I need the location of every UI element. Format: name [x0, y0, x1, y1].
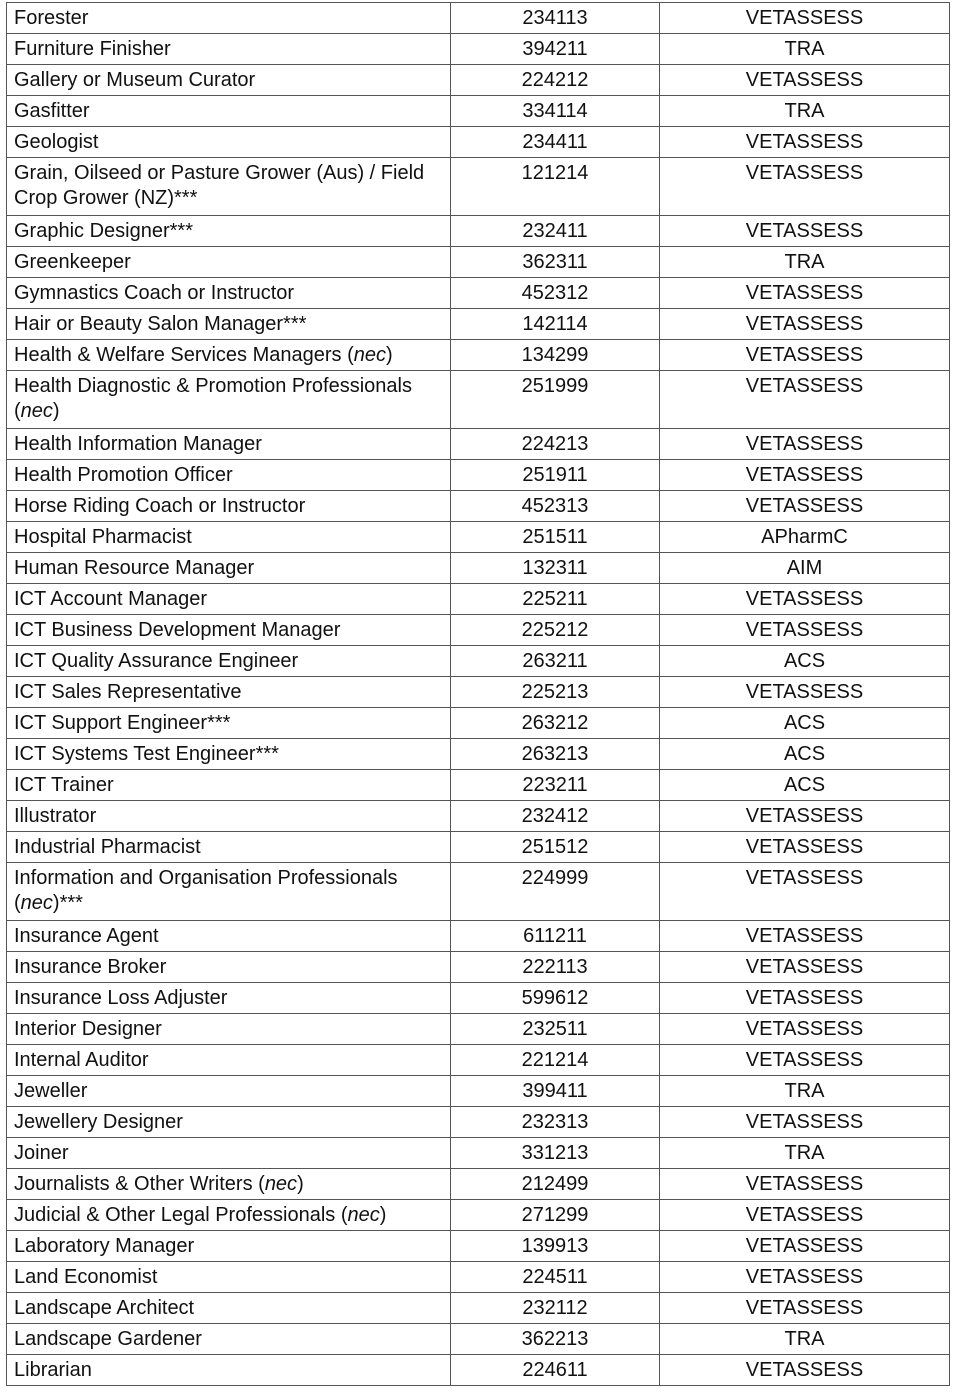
occupation-name: Laboratory Manager	[14, 1235, 195, 1257]
occupation-name: Journalists & Other Writers	[14, 1173, 259, 1195]
occupation-name-cell	[7, 522, 451, 553]
anzsco-code-cell: 225212	[451, 615, 660, 646]
table-row	[7, 863, 950, 921]
occupation-name: Health Diagnostic & Promotion Professionals	[14, 375, 412, 397]
table-row	[7, 429, 950, 460]
occupation-name: Land Economist	[14, 1266, 158, 1288]
occupation-name-cell	[7, 553, 451, 584]
assessing-authority-cell: VETASSESS	[660, 429, 950, 460]
assessing-authority-cell: VETASSESS	[660, 278, 950, 309]
assessing-authority-cell: VETASSESS	[660, 1107, 950, 1138]
occupation-name-cell	[7, 1293, 451, 1324]
table-row	[7, 1169, 950, 1200]
occupation-name-cell	[7, 278, 451, 309]
anzsco-code-cell: 232313	[451, 1107, 660, 1138]
anzsco-code-cell: 212499	[451, 1169, 660, 1200]
anzsco-code-cell: 334114	[451, 96, 660, 127]
anzsco-code-cell: 232412	[451, 801, 660, 832]
occupation-name-cell	[7, 1076, 451, 1107]
anzsco-code-cell: 263213	[451, 739, 660, 770]
occupation-name: Forester	[14, 7, 89, 29]
table-row	[7, 460, 950, 491]
anzsco-code-cell: 223211	[451, 770, 660, 801]
anzsco-code-cell: 251999	[451, 371, 660, 429]
occupation-name-cell	[7, 1355, 451, 1386]
assessing-authority-cell: VETASSESS	[660, 1262, 950, 1293]
occupation-name-cell	[7, 921, 451, 952]
occupation-name-cell	[7, 1200, 451, 1231]
occupation-name: Greenkeeper	[14, 251, 131, 273]
table-row	[7, 1324, 950, 1355]
anzsco-code-cell: 222113	[451, 952, 660, 983]
table-row	[7, 1014, 950, 1045]
table-row	[7, 584, 950, 615]
occupation-name: Health Promotion Officer	[14, 464, 233, 486]
anzsco-code-cell: 142114	[451, 309, 660, 340]
table-row	[7, 983, 950, 1014]
occupation-name: Hair or Beauty Salon Manager***	[14, 313, 307, 335]
occupation-name-suffix: ***	[59, 892, 83, 914]
anzsco-code-cell: 225213	[451, 677, 660, 708]
assessing-authority-cell: TRA	[660, 34, 950, 65]
anzsco-code-cell: 224999	[451, 863, 660, 921]
occupation-name-qualifier: nec	[353, 344, 387, 366]
table-row	[7, 921, 950, 952]
table-row	[7, 952, 950, 983]
occupation-name: ICT Business Development Manager	[14, 619, 341, 641]
occupation-table	[6, 2, 950, 1386]
table-row	[7, 3, 950, 34]
occupation-name: ICT Trainer	[14, 774, 114, 796]
table-row	[7, 1107, 950, 1138]
occupation-name: Human Resource Manager	[14, 557, 255, 579]
occupation-name-cell	[7, 584, 451, 615]
table-row	[7, 34, 950, 65]
occupation-name-cell	[7, 96, 451, 127]
assessing-authority-cell: TRA	[660, 1138, 950, 1169]
occupation-name: Hospital Pharmacist	[14, 526, 192, 548]
anzsco-code-cell: 232112	[451, 1293, 660, 1324]
occupation-name-cell	[7, 1169, 451, 1200]
table-row	[7, 309, 950, 340]
occupation-name-cell	[7, 491, 451, 522]
occupation-name: Landscape Gardener	[14, 1328, 202, 1350]
table-row	[7, 1355, 950, 1386]
assessing-authority-cell: VETASSESS	[660, 1169, 950, 1200]
table-row	[7, 677, 950, 708]
assessing-authority-cell: VETASSESS	[660, 127, 950, 158]
assessing-authority-cell: VETASSESS	[660, 952, 950, 983]
anzsco-code-cell: 452312	[451, 278, 660, 309]
assessing-authority-cell: ACS	[660, 708, 950, 739]
anzsco-code-cell: 224212	[451, 65, 660, 96]
anzsco-code-cell: 362213	[451, 1324, 660, 1355]
occupation-name: Graphic Designer***	[14, 220, 193, 242]
occupation-name: Librarian	[14, 1359, 92, 1381]
table-body	[7, 3, 950, 1386]
anzsco-code-cell: 251911	[451, 460, 660, 491]
assessing-authority-cell: VETASSESS	[660, 158, 950, 216]
occupation-name-cell	[7, 247, 451, 278]
table-row	[7, 801, 950, 832]
assessing-authority-cell: AIM	[660, 553, 950, 584]
table-row	[7, 832, 950, 863]
occupation-name: ICT Sales Representative	[14, 681, 242, 703]
anzsco-code-cell: 331213	[451, 1138, 660, 1169]
occupation-name-cell	[7, 863, 451, 921]
anzsco-code-cell: 251512	[451, 832, 660, 863]
occupation-name-cell	[7, 983, 451, 1014]
table-row	[7, 1138, 950, 1169]
occupation-name-cell	[7, 708, 451, 739]
assessing-authority-cell: VETASSESS	[660, 677, 950, 708]
table-row	[7, 1200, 950, 1231]
occupation-name: Jeweller	[14, 1080, 88, 1102]
anzsco-code-cell: 251511	[451, 522, 660, 553]
occupation-name-cell	[7, 1138, 451, 1169]
table-row	[7, 553, 950, 584]
occupation-name-cell	[7, 309, 451, 340]
table-row	[7, 247, 950, 278]
occupation-name: ICT Account Manager	[14, 588, 208, 610]
anzsco-code-cell: 611211	[451, 921, 660, 952]
assessing-authority-cell: TRA	[660, 96, 950, 127]
paren-open: (	[340, 1204, 348, 1226]
table-row	[7, 1076, 950, 1107]
table-row	[7, 646, 950, 677]
assessing-authority-cell: ACS	[660, 770, 950, 801]
occupation-name-cell	[7, 3, 451, 34]
occupation-name: ICT Support Engineer***	[14, 712, 231, 734]
paren-close: )	[386, 344, 393, 366]
occupation-name-cell	[7, 460, 451, 491]
paren-open: (	[14, 400, 21, 422]
paren-open: (	[14, 892, 21, 914]
assessing-authority-cell: VETASSESS	[660, 1014, 950, 1045]
anzsco-code-cell: 271299	[451, 1200, 660, 1231]
assessing-authority-cell: VETASSESS	[660, 1231, 950, 1262]
occupation-name-qualifier: nec	[264, 1173, 298, 1195]
anzsco-code-cell: 599612	[451, 983, 660, 1014]
paren-open: (	[258, 1173, 265, 1195]
occupation-name: Health & Welfare Services Managers	[14, 344, 348, 366]
occupation-name: Geologist	[14, 131, 99, 153]
occupation-name-cell	[7, 801, 451, 832]
anzsco-code-cell: 399411	[451, 1076, 660, 1107]
paren-close: )	[52, 400, 60, 422]
paren-open: (	[347, 344, 354, 366]
assessing-authority-cell: ACS	[660, 739, 950, 770]
occupation-name-qualifier: nec	[20, 400, 53, 422]
anzsco-code-cell: 121214	[451, 158, 660, 216]
occupation-name-cell	[7, 1045, 451, 1076]
occupation-name-cell	[7, 646, 451, 677]
occupation-name-cell	[7, 429, 451, 460]
assessing-authority-cell: VETASSESS	[660, 309, 950, 340]
table-row	[7, 278, 950, 309]
occupation-name-cell	[7, 952, 451, 983]
table-row	[7, 65, 950, 96]
anzsco-code-cell: 224213	[451, 429, 660, 460]
occupation-name: ICT Systems Test Engineer***	[14, 743, 279, 765]
assessing-authority-cell: ACS	[660, 646, 950, 677]
occupation-name-cell	[7, 127, 451, 158]
anzsco-code-cell: 263212	[451, 708, 660, 739]
paren-close: )	[379, 1204, 387, 1226]
occupation-name: Gymnastics Coach or Instructor	[14, 282, 295, 304]
paren-close: )	[297, 1173, 304, 1195]
table-row	[7, 216, 950, 247]
anzsco-code-cell: 232411	[451, 216, 660, 247]
assessing-authority-cell: VETASSESS	[660, 921, 950, 952]
anzsco-code-cell: 134299	[451, 340, 660, 371]
table-row	[7, 522, 950, 553]
anzsco-code-cell: 139913	[451, 1231, 660, 1262]
occupation-name-cell	[7, 1231, 451, 1262]
assessing-authority-cell: VETASSESS	[660, 832, 950, 863]
occupation-name-cell	[7, 1107, 451, 1138]
assessing-authority-cell: VETASSESS	[660, 340, 950, 371]
occupation-name-cell	[7, 1324, 451, 1355]
table-row	[7, 1045, 950, 1076]
occupation-name: Illustrator	[14, 805, 97, 827]
occupation-name-cell	[7, 832, 451, 863]
occupation-name: Judicial & Other Legal Professionals	[14, 1204, 341, 1226]
occupation-name: Jewellery Designer	[14, 1111, 183, 1133]
occupation-name: Information and Organisation Professionals	[14, 867, 398, 889]
occupation-name: Insurance Broker	[14, 956, 167, 978]
assessing-authority-cell: VETASSESS	[660, 863, 950, 921]
assessing-authority-cell: VETASSESS	[660, 1355, 950, 1386]
occupation-name-cell	[7, 158, 451, 216]
assessing-authority-cell: VETASSESS	[660, 491, 950, 522]
occupation-name: Industrial Pharmacist	[14, 836, 201, 858]
occupation-name: Gasfitter	[14, 100, 90, 122]
table-row	[7, 1293, 950, 1324]
assessing-authority-cell: VETASSESS	[660, 216, 950, 247]
occupation-name-cell	[7, 1262, 451, 1293]
assessing-authority-cell: VETASSESS	[660, 3, 950, 34]
table-row	[7, 1231, 950, 1262]
occupation-name-cell	[7, 216, 451, 247]
anzsco-code-cell: 394211	[451, 34, 660, 65]
table-row	[7, 770, 950, 801]
anzsco-code-cell: 224611	[451, 1355, 660, 1386]
occupation-name-cell	[7, 1014, 451, 1045]
occupation-name-cell	[7, 371, 451, 429]
occupation-name-cell	[7, 677, 451, 708]
assessing-authority-cell: VETASSESS	[660, 1200, 950, 1231]
occupation-name-cell	[7, 34, 451, 65]
anzsco-code-cell: 452313	[451, 491, 660, 522]
occupation-name: Horse Riding Coach or Instructor	[14, 495, 306, 517]
occupation-name-qualifier: nec	[347, 1204, 380, 1226]
anzsco-code-cell: 232511	[451, 1014, 660, 1045]
table-row	[7, 491, 950, 522]
occupation-name-cell	[7, 340, 451, 371]
assessing-authority-cell: VETASSESS	[660, 1045, 950, 1076]
table-row	[7, 158, 950, 216]
assessing-authority-cell: TRA	[660, 1076, 950, 1107]
anzsco-code-cell: 224511	[451, 1262, 660, 1293]
anzsco-code-cell: 362311	[451, 247, 660, 278]
anzsco-code-cell: 221214	[451, 1045, 660, 1076]
occupation-name: Furniture Finisher	[14, 38, 171, 60]
anzsco-code-cell: 234411	[451, 127, 660, 158]
anzsco-code-cell: 234113	[451, 3, 660, 34]
occupation-name: Health Information Manager	[14, 433, 262, 455]
occupation-name: Gallery or Museum Curator	[14, 69, 256, 91]
occupation-name-cell	[7, 65, 451, 96]
occupation-name-cell	[7, 739, 451, 770]
occupation-name: Interior Designer	[14, 1018, 162, 1040]
occupation-name: Joiner	[14, 1142, 69, 1164]
assessing-authority-cell: VETASSESS	[660, 584, 950, 615]
occupation-name: Insurance Loss Adjuster	[14, 987, 228, 1009]
table-row	[7, 127, 950, 158]
paren-close: )	[52, 892, 60, 914]
occupation-name: Insurance Agent	[14, 925, 159, 947]
assessing-authority-cell: TRA	[660, 247, 950, 278]
table-row	[7, 96, 950, 127]
table-row	[7, 1262, 950, 1293]
anzsco-code-cell: 225211	[451, 584, 660, 615]
assessing-authority-cell: VETASSESS	[660, 65, 950, 96]
table-row	[7, 371, 950, 429]
anzsco-code-cell: 263211	[451, 646, 660, 677]
occupation-name-cell	[7, 615, 451, 646]
assessing-authority-cell: VETASSESS	[660, 460, 950, 491]
anzsco-code-cell: 132311	[451, 553, 660, 584]
assessing-authority-cell: VETASSESS	[660, 801, 950, 832]
table-row	[7, 615, 950, 646]
table-row	[7, 739, 950, 770]
assessing-authority-cell: VETASSESS	[660, 1293, 950, 1324]
assessing-authority-cell: VETASSESS	[660, 371, 950, 429]
occupation-name: ICT Quality Assurance Engineer	[14, 650, 299, 672]
occupation-name: Grain, Oilseed or Pasture Grower (Aus) / Field Crop Grower (NZ)***	[14, 162, 425, 209]
occupation-name-qualifier: nec	[20, 892, 53, 914]
assessing-authority-cell: VETASSESS	[660, 983, 950, 1014]
table-row	[7, 340, 950, 371]
table-row	[7, 708, 950, 739]
occupation-name: Internal Auditor	[14, 1049, 149, 1071]
occupation-name: Landscape Architect	[14, 1297, 195, 1319]
occupation-name-cell	[7, 770, 451, 801]
assessing-authority-cell: APharmC	[660, 522, 950, 553]
assessing-authority-cell: TRA	[660, 1324, 950, 1355]
assessing-authority-cell: VETASSESS	[660, 615, 950, 646]
